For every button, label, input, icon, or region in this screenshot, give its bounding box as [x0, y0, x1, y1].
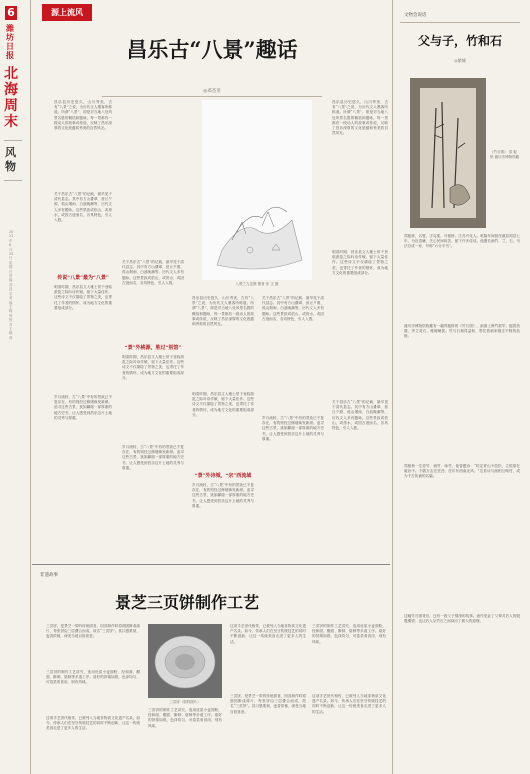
bottom-column-c: [230, 624, 306, 764]
bottom-column-d: [312, 624, 386, 764]
column-left: [54, 100, 112, 540]
body-paragraph: 三页饼的制作工艺讲究，选用优质小麦面粉，经和面、醒面、擀制、烙制等多道工序。烙好的饼薄如纸，色泽均匀，可卷菜肴食用，别有风味。: [46, 670, 140, 685]
painting-photo: [410, 78, 486, 228]
body-paragraph: 明清时期，昌乐县文人雅士常于登临游览之际吟诗作赋，留下大量佳作。这些诗文不仅描绘了景物之美，也寄托了作者的情怀，成为地方文化的重要组成部分。: [122, 355, 184, 380]
body-paragraph: 这项手艺世代相传，已被列入当地非物质文化遗产名录。如今，传承人们在坚守传统技艺的同时不断创新，让这一传统美食走进了更多人的生活。: [312, 694, 386, 714]
column-middle: [122, 260, 184, 550]
body-paragraph: 关于昌乐古“八景”的记载，最早见于清代县志。其中有方山叠翠、营丘夕照、孤山烟雨、白浪晚潮等，历代文人多有题咏。这些景致或依山，或傍水，或因古迹而名，各具特色，引人入胜。: [122, 260, 184, 285]
body-paragraph: 昌乐县历史悠久，山川秀美，古有“八景”之说，为历代文人墨客所称道。所谓“八景”，即是对当地八处风景名胜的概括和题咏，每一景都有一段动人的故事或传说，反映了昌乐深厚的文化底蕴和秀美的自然风光。: [54, 100, 112, 131]
body-paragraph: 明清时期，昌乐县文人雅士常于登临游览之际吟诗作赋，留下大量佳作。这些诗文不仅描绘了景物之美，也寄托了作者的情怀，成为地方文化的重要组成部分。: [54, 285, 112, 310]
painting-caption: 《竹石图》 清 板桥 潍坊市博物馆藏: [490, 150, 520, 159]
body-paragraph: 这项手艺世代相传，已被列入当地非物质文化遗产名录。如今，传承人们在坚守传统技艺的同时不断创新，让这一传统美食走进了更多人的生活。: [46, 716, 140, 731]
bottom-article: [32, 566, 390, 772]
body-paragraph: 三页饼的制作工艺讲究，选用优质小麦面粉，经和面、醒面、擀制、烙制等多道工序。烙好的饼薄如纸，色泽均匀，可卷菜肴食用，别有风味。: [312, 624, 386, 644]
body-paragraph: 关于昌乐古“八景”的记载，最早见于清代县志。其中有方山叠翠、营丘夕照、孤山烟雨、白浪晚潮等，历代文人多有题咏。这些景致或依山，或傍水，或因古迹而名，各具特色，引人入胜。: [54, 192, 112, 223]
column-right-b: [262, 296, 324, 550]
article-title: 景芝三页饼制作工艺: [114, 593, 259, 612]
body-paragraph: 昌乐县历史悠久，山川秀美，古有“八景”之说，为历代文人墨客所称道。所谓“八景”，即是对当地八处风景名胜的概括和题咏，每一景都有一段动人的故事或传说，反映了昌乐深厚的文化底蕴和秀美的自然风光。: [332, 100, 388, 136]
page-number: 6: [5, 6, 17, 20]
subhead: “景”外桃源，胜过“别馆”: [124, 345, 182, 351]
paper-name: 潍坊日报: [6, 23, 14, 60]
masthead: [0, 0, 28, 774]
body-paragraph: 岁月流转，古“八景”中有的景致已不复存在，有的则经过修缮焕发新颜。追寻这些古景，犹如翻阅一部厚重的地方史书，让人感受到昌乐这片土地的灵秀与厚重。: [192, 483, 254, 508]
subhead: 传说“八景”最为“八景”: [57, 275, 109, 281]
bottom-column-a: [46, 624, 140, 764]
body-paragraph: 郑板桥一生爱竹、画竹、咏竹，他曾题诗：“咬定青山不放松，立根原在破岩中。千磨万击还坚劲，任尔东西南北风。”这首诗与画相互映衬，成为千古传诵的名篇。: [404, 464, 520, 479]
section-label: 非遗故事: [40, 573, 58, 578]
bottom-column-b: [148, 708, 222, 766]
article-title: 昌乐古“八景”趣话: [126, 37, 298, 62]
body-paragraph: 岁月流转，古“八景”中有的景致已不复存在，有的则经过修缮焕发新颜。追寻这些古景，犹如翻阅一部厚重的地方史书，让人感受到昌乐这片土地的灵秀与厚重。: [54, 395, 112, 420]
photo-caption: 八景之九龙图 图者 东 文 摄: [235, 282, 279, 286]
body-paragraph: 三页饼，是景芝一带的传统面食，因其制作时将面团擀成薄片，每张饼由三层叠合而成，故名“三页饼”。其口感柔韧，麦香浓郁，深受当地百姓喜爱。: [46, 624, 140, 639]
body-paragraph: 这项手艺世代相传，已被列入当地非物质文化遗产名录。如今，传承人们在坚守传统技艺的同时不断创新，让这一传统美食走进了更多人的生活。: [230, 624, 306, 644]
vertical-info: 2023年6月25日 星期日 责编 刘廷宗 美编 王晓帅 校对 王晓帅: [9, 230, 14, 340]
article-author: ◎紫城: [454, 58, 466, 63]
article-title: 父与子，竹和石: [417, 34, 502, 48]
body-paragraph: 岁月流转，古“八景”中有的景致已不复存在，有的则经过修缮焕发新颜。追寻这些古景，犹如翻阅一部厚重的地方史书，让人感受到昌乐这片土地的灵秀与厚重。: [122, 445, 184, 470]
right-article: [396, 0, 526, 774]
section-name: 北海周末: [4, 66, 18, 130]
pancake-photo: [148, 624, 222, 698]
top-article: [32, 0, 390, 562]
body-paragraph: 岁月流转，古“八景”中有的景致已不复存在，有的则经过修缮焕发新颜。追寻这些古景，犹如翻阅一部厚重的地方史书，让人感受到昌乐这片土地的灵秀与厚重。: [262, 416, 324, 441]
section-label: 文物会说话: [404, 13, 427, 18]
right-body: [404, 234, 520, 764]
body-paragraph: 三页饼，是景芝一带的传统面食，因其制作时将面团擀成薄片，每张饼由三层叠合而成，故名“三页饼”。其口感柔韧，麦香浓郁，深受当地百姓喜爱。: [230, 694, 306, 714]
landscape-photo: [202, 100, 312, 280]
body-paragraph: 关于昌乐古“八景”的记载，最早见于清代县志。其中有方山叠翠、营丘夕照、孤山烟雨、白浪晚潮等，历代文人多有题咏。这些景致或依山，或傍水，或因古迹而名，各具特色，引人入胜。: [332, 400, 388, 431]
photo-caption: 三页饼（资料图片）: [169, 700, 201, 704]
body-paragraph: 这幅竹石图背后，还有一段父子情深的故事。画作见证了父辈对后人的殷殷期望，也让后人从竹石之间读出了做人的道理。: [404, 614, 520, 624]
body-paragraph: 三页饼的制作工艺讲究，选用优质小麦面粉，经和面、醒面、擀制、烙制等多道工序。烙好的饼薄如纸，色泽均匀，可卷菜肴食用，别有风味。: [148, 708, 222, 728]
column-name: 风物: [5, 146, 16, 173]
painting-drawing: [410, 78, 486, 228]
article-author: ◎邓杰亚: [203, 89, 221, 94]
article-banner: 源上流风: [42, 4, 92, 21]
body-paragraph: 明清时期，昌乐县文人雅士常于登临游览之际吟诗作赋，留下大量佳作。这些诗文不仅描绘了景物之美，也寄托了作者的情怀，成为地方文化的重要组成部分。: [332, 250, 388, 275]
landscape-drawing: [202, 100, 312, 280]
body-paragraph: 明清时期，昌乐县文人雅士常于登临游览之际吟诗作赋，留下大量佳作。这些诗文不仅描绘了景物之美，也寄托了作者的情怀，成为地方文化的重要组成部分。: [192, 392, 254, 417]
body-paragraph: 昌乐县历史悠久，山川秀美，古有“八景”之说，为历代文人墨客所称道。所谓“八景”，即是对当地八处风景名胜的概括和题咏，每一景都有一段动人的故事或传说，反映了昌乐深厚的文化底蕴和秀美的自然风光。: [192, 296, 254, 327]
column-right-c: [332, 100, 388, 550]
column-right-a: [192, 296, 254, 550]
body-paragraph: 潍坊市博物馆收藏有一幅郑板桥的《竹石图》，画面上修竹数竿，挺拔劲健，旁立奇石，瘦硬峭拔。竹与石相得益彰，寄托着画家刚正不阿的品格。: [404, 324, 520, 339]
body-paragraph: 关于昌乐古“八景”的记载，最早见于清代县志。其中有方山叠翠、营丘夕照、孤山烟雨、白浪晚潮等，历代文人多有题咏。这些景致或依山，或傍水，或因古迹而名，各具特色，引人入胜。: [262, 296, 324, 321]
pancake-drawing: [148, 624, 222, 698]
body-paragraph: 郑板桥，名燮，字克柔，号板桥，江苏兴化人。乾隆年间曾任潍县知县七年，为官清廉，关心民间疾苦，留下许多佳话。他擅长画竹、兰、石，书法自成一家，号称“六分半书”。: [404, 234, 520, 249]
subhead: “景”外诗城，“宗”西流域: [194, 473, 252, 479]
